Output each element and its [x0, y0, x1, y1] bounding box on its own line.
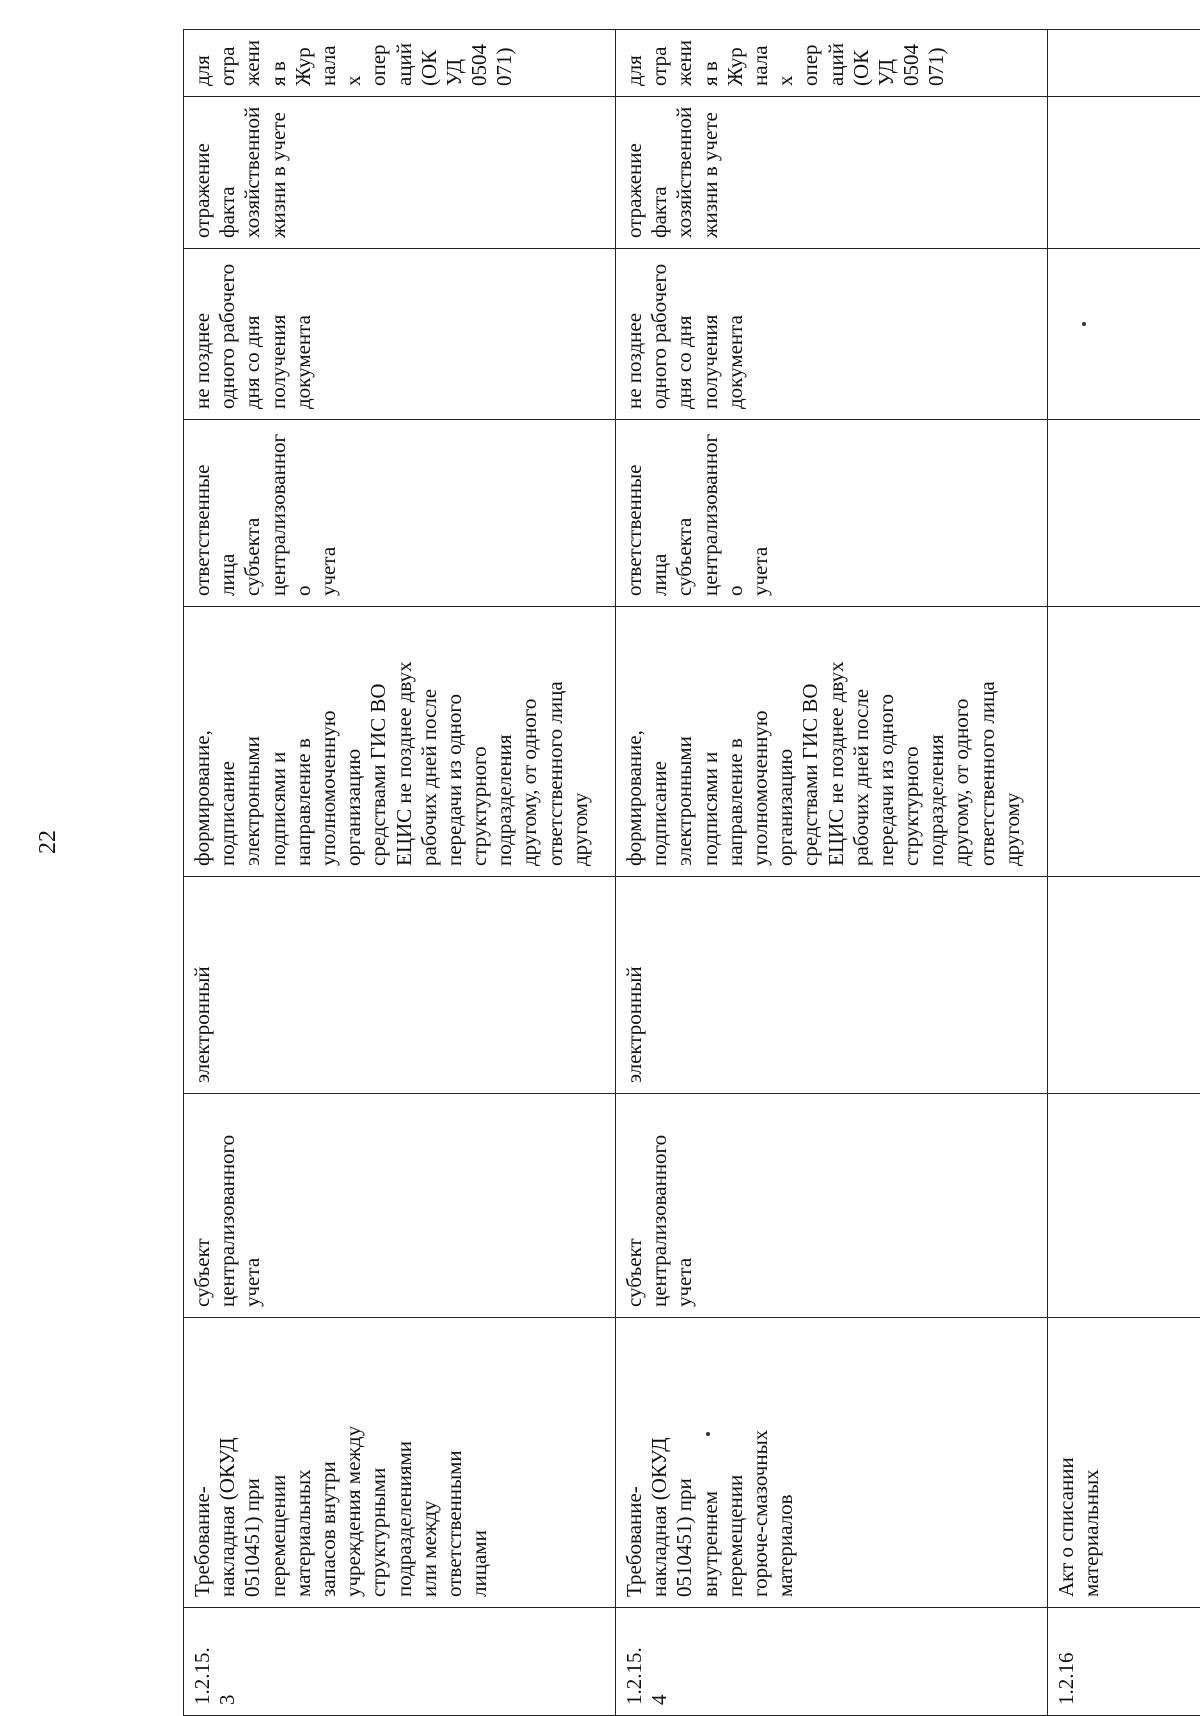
cell-form: [1048, 877, 1200, 1094]
scan-speck: [706, 1432, 710, 1436]
cell-document-name: Требование- накладная (ОКУД 0510451) при перемещении материальных запасов внутри учреждения между структурными подразделениями или между ответственными лицами: [184, 1318, 616, 1608]
cell-form: электронный: [616, 877, 1048, 1094]
cell-procedure: [1048, 607, 1200, 877]
cell-register: для отражения в Журналах операций (ОКУД 0504071): [616, 30, 1048, 97]
cell-document-number: 1.2.15. 3: [184, 1608, 616, 1716]
cell-register: [1048, 30, 1200, 97]
cell-procedure: формирование, подписание электронными подписями и направление в уполномоченную организацию средствами ГИС ВО ЕЦИС не позднее двух рабочих дней после передачи из одного структурного подразделения другому, от одного ответственного лица другому: [184, 607, 616, 877]
cell-responsible: ответственные лица субъекта централизованного учета: [616, 420, 1048, 607]
cell-deadline: не позднее одного рабочего дня со дня получения документа: [184, 249, 616, 420]
cell-responsible: [1048, 420, 1200, 607]
scan-speck: [1082, 322, 1086, 326]
cell-document-number: 1.2.16: [1048, 1608, 1200, 1716]
cell-creator: субъект централизованного учета: [616, 1094, 1048, 1318]
cell-responsible: ответственные лица субъекта централизованного учета: [184, 420, 616, 607]
cell-document-name: Требование- накладная (ОКУД 0510451) при внутреннем перемещении горюче-смазочных материалов: [616, 1318, 1048, 1608]
table-row: [616, 30, 1048, 1716]
table-row: [184, 30, 616, 1716]
rotated-table-wrapper: [183, 30, 1200, 1716]
cell-purpose: отражение факта хозяйственной жизни в учете: [184, 97, 616, 249]
cell-document-number: 1.2.15. 4: [616, 1608, 1048, 1716]
table-row: [1048, 30, 1200, 1716]
cell-purpose: отражение факта хозяйственной жизни в учете: [616, 97, 1048, 249]
cell-register: для отражения в Журналах операций (ОКУД 0504071): [184, 30, 616, 97]
page-number: 22: [28, 822, 68, 862]
cell-creator: субъект централизованного учета: [184, 1094, 616, 1318]
cell-deadline: не позднее одного рабочего дня со дня получения документа: [616, 249, 1048, 420]
cell-form: электронный: [184, 877, 616, 1094]
cell-deadline: [1048, 249, 1200, 420]
cell-document-name: Акт о списании материальных: [1048, 1318, 1200, 1608]
cell-creator: [1048, 1094, 1200, 1318]
cell-procedure: формирование, подписание электронными подписями и направление в уполномоченную организацию средствами ГИС ВО ЕЦИС не позднее двух рабочих дней после передачи из одного структурного подразделения другому, от одного ответственного лица другому: [616, 607, 1048, 877]
document-table: [183, 29, 1200, 1716]
cell-purpose: [1048, 97, 1200, 249]
